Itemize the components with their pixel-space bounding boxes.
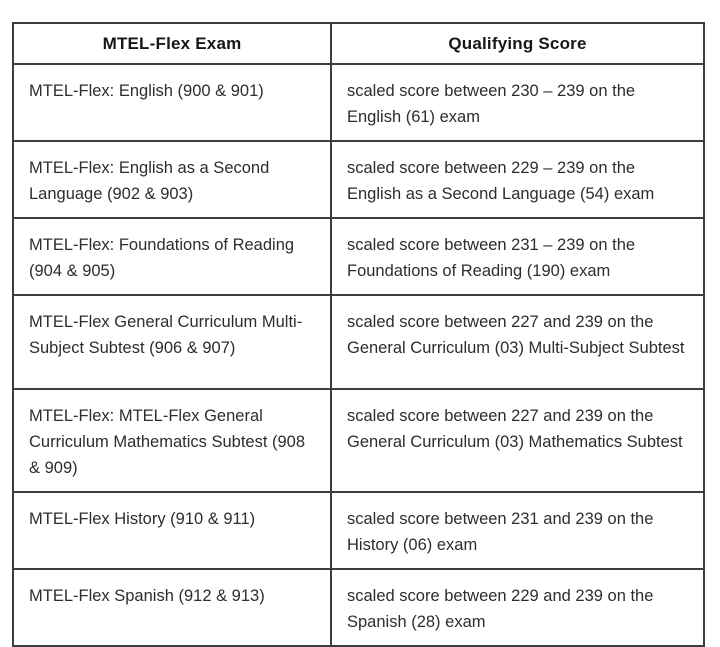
header-row <box>13 23 704 64</box>
exam-name: MTEL-Flex: MTEL-Flex General Curriculum Mathematics Subtest (908 & 909) <box>29 407 306 477</box>
exam-name: MTEL-Flex: Foundations of Reading (904 & 905) <box>29 236 295 280</box>
score-cell <box>331 492 704 569</box>
table-row <box>13 569 704 646</box>
score-description: scaled score between 229 – 239 on the English as a Second Language (54) exam <box>347 159 655 203</box>
exam-cell <box>13 218 331 295</box>
qualifying-scores-table <box>12 22 705 647</box>
table-row <box>13 295 704 389</box>
exam-cell <box>13 569 331 646</box>
score-description: scaled score between 230 – 239 on the English (61) exam <box>347 82 636 126</box>
exam-name: MTEL-Flex Spanish (912 & 913) <box>29 587 265 605</box>
score-description: scaled score between 227 and 239 on the General Curriculum (03) Multi-Subject Subtest <box>347 313 685 357</box>
score-cell <box>331 569 704 646</box>
table-row <box>13 389 704 492</box>
table-row <box>13 492 704 569</box>
table-row <box>13 64 704 141</box>
column-header-score: Qualifying Score <box>331 23 704 64</box>
exam-cell <box>13 141 331 218</box>
exam-name: MTEL-Flex General Curriculum Multi-Subject Subtest (906 & 907) <box>29 313 303 357</box>
table-row <box>13 141 704 218</box>
exam-name: MTEL-Flex History (910 & 911) <box>29 510 256 528</box>
exam-cell <box>13 389 331 492</box>
score-cell <box>331 141 704 218</box>
score-description: scaled score between 231 and 239 on the History (06) exam <box>347 510 654 554</box>
table-row <box>13 218 704 295</box>
exam-cell <box>13 64 331 141</box>
exam-name: MTEL-Flex: English as a Second Language (902 & 903) <box>29 159 270 203</box>
score-description: scaled score between 231 – 239 on the Foundations of Reading (190) exam <box>347 236 636 280</box>
exam-name: MTEL-Flex: English (900 & 901) <box>29 82 264 100</box>
score-description: scaled score between 229 and 239 on the Spanish (28) exam <box>347 587 654 631</box>
column-header-exam: MTEL-Flex Exam <box>13 23 331 64</box>
exam-cell <box>13 295 331 389</box>
score-cell <box>331 64 704 141</box>
exam-cell <box>13 492 331 569</box>
score-cell <box>331 389 704 492</box>
score-cell <box>331 218 704 295</box>
score-cell <box>331 295 704 389</box>
score-description: scaled score between 227 and 239 on the General Curriculum (03) Mathematics Subtest <box>347 407 683 451</box>
